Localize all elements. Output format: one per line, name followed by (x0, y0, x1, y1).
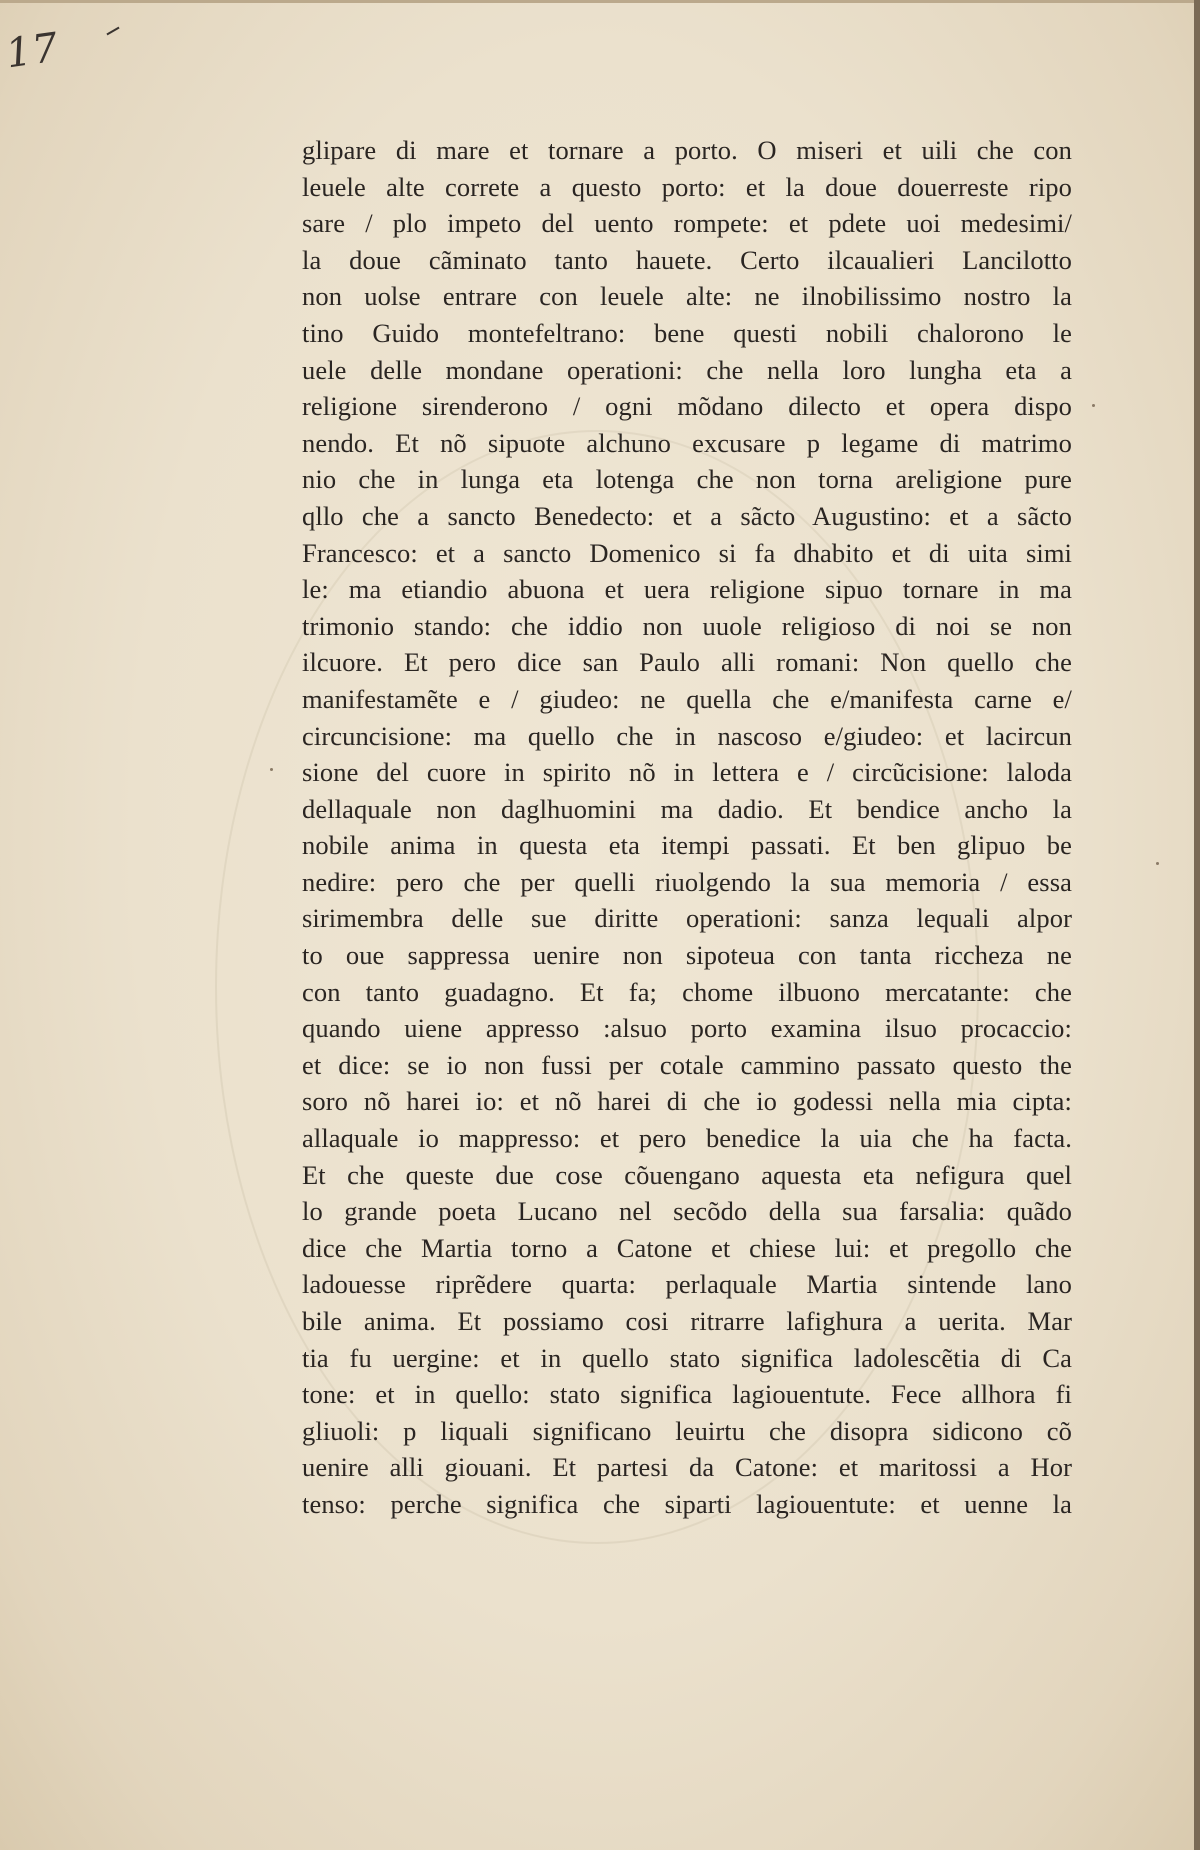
text-line: circuncisione: ma quello che in nascoso e/giudeo: et lacircun (302, 720, 1072, 751)
text-line: et dice: se io non fussi per cotale cammino passato questo the (302, 1049, 1072, 1080)
text-line: ilcuore. Et pero dice san Paulo alli romani: Non quello che (302, 647, 1072, 678)
paper-speck (1156, 862, 1159, 865)
page-top-edge (0, 0, 1200, 3)
text-line: religione sirenderono / ogni mõdano dilecto et opera dispo (302, 391, 1072, 422)
text-line: uenire alli giouani. Et partesi da Catone: et maritossi a Hor (302, 1452, 1072, 1483)
text-line: le: ma etiandio abuona et uera religione sipuo tornare in ma (302, 574, 1072, 605)
text-line: nobile anima in questa eta itempi passati. Et ben glipuo be (302, 830, 1072, 861)
page-right-edge (1194, 0, 1200, 1850)
text-line: soro nõ harei io: et nõ harei di che io godessi nella mia cipta: (302, 1086, 1072, 1117)
text-line: lo grande poeta Lucano nel secõdo della sua farsalia: quãdo (302, 1196, 1072, 1227)
text-line: sare / plo impeto del uento rompete: et pdete uoi medesimi/ (302, 208, 1072, 239)
text-line: bile anima. Et possiamo cosi ritrarre lafighura a uerita. Mar (302, 1306, 1072, 1336)
text-line: tino Guido montefeltrano: bene questi nobili chalorono le (302, 317, 1072, 348)
text-line: uele delle mondane operationi: che nella loro lungha eta a (302, 354, 1072, 385)
text-line: non uolse entrare con leuele alte: ne ilnobilissimo nostro la (302, 281, 1072, 312)
folio-tick-mark (106, 27, 119, 36)
text-line: nedire: pero che per quelli riuolgendo la sua memoria / essa (302, 866, 1072, 897)
text-line: tenso: perche significa che siparti lagiouentute: et uenne la (302, 1488, 1072, 1519)
text-line: trimonio stando: che iddio non uuole religioso di noi se non (302, 610, 1072, 641)
text-line: to oue sappressa uenire non sipoteua con tanta riccheza ne (302, 940, 1072, 971)
text-line: manifestamẽte e / giudeo: ne quella che e/manifesta carne e/ (302, 683, 1072, 714)
paper-speck (270, 768, 273, 771)
text-line: Et che queste due cose cõuengano aquesta eta nefigura quel (302, 1159, 1072, 1190)
text-line: dellaquale non daglhuomini ma dadio. Et bendice ancho la (302, 793, 1072, 824)
text-line: dice che Martia torno a Catone et chiese lui: et pregollo che (302, 1232, 1072, 1263)
text-line: sione del cuore in spirito nõ in lettera e / circũcisione: laloda (302, 757, 1072, 788)
text-line: ladouesse riprẽdere quarta: perlaquale Martia sintende lano (302, 1269, 1072, 1300)
text-line: Francesco: et a sancto Domenico si fa dhabito et di uita simi (302, 537, 1072, 568)
text-line: qllo che a sancto Benedecto: et a sãcto Augustino: et a sãcto (302, 500, 1072, 531)
text-line: con tanto guadagno. Et fa; chome ilbuono mercatante: che (302, 976, 1072, 1007)
text-line: tia fu uergine: et in quello stato significa ladolescẽtia di Ca (302, 1342, 1072, 1373)
folio-number: 17 (3, 24, 62, 78)
text-line: gliuoli: p liquali significano leuirtu che disopra sidicono cõ (302, 1415, 1072, 1446)
text-line: tone: et in quello: stato significa lagiouentute. Fece allhora fi (302, 1379, 1072, 1410)
text-line: quando uiene appresso :alsuo porto examina ilsuo procaccio: (302, 1013, 1072, 1044)
paper-speck (1092, 404, 1095, 407)
text-line: glipare di mare et tornare a porto. O miseri et uili che con (302, 135, 1072, 165)
text-line: sirimembra delle sue diritte operationi: sanza lequali alpor (302, 903, 1072, 934)
text-line: nendo. Et nõ sipuote alchuno excusare p legame di matrimo (302, 427, 1072, 458)
text-line: nio che in lunga eta lotenga che non torna areligione pure (302, 464, 1072, 495)
text-line: la doue cãminato tanto hauete. Certo ilcaualieri Lancilotto (302, 244, 1072, 275)
text-line: leuele alte correte a questo porto: et la doue douerreste ripo (302, 171, 1072, 202)
text-column (302, 132, 1072, 1523)
text-line: allaquale io mappresso: et pero benedice la uia che ha facta. (302, 1123, 1072, 1154)
